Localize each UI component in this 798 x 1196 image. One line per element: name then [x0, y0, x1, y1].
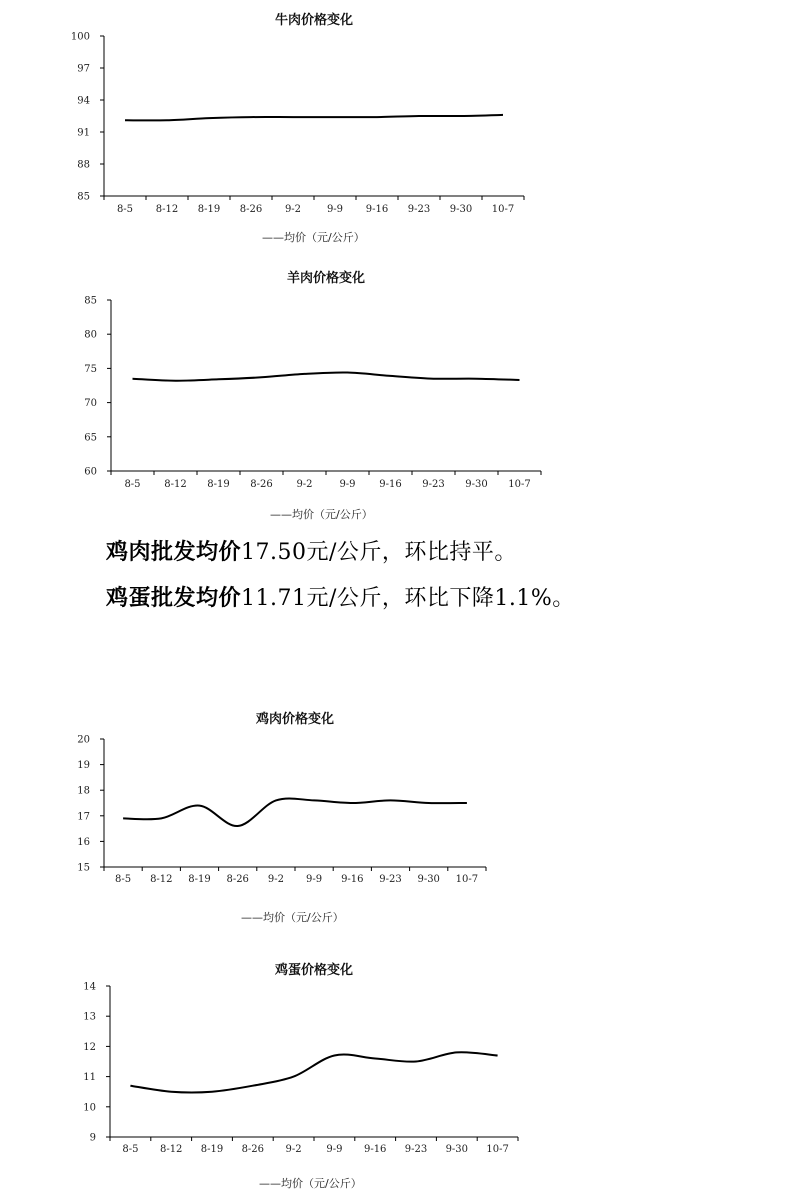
x-tick-label: 10-7 — [455, 874, 479, 885]
x-tick-label: 8-5 — [122, 1144, 139, 1155]
x-tick-label: 9-2 — [284, 204, 302, 215]
x-tick-label: 10-7 — [508, 479, 531, 490]
y-tick-label: 20 — [77, 734, 90, 746]
x-tick-label: 9-9 — [306, 874, 323, 885]
x-tick-label: 9-2 — [285, 1144, 302, 1155]
y-tick-label: 12 — [83, 1041, 96, 1053]
y-tick-label: 80 — [84, 329, 97, 341]
x-tick-label: 8-19 — [188, 874, 211, 885]
x-tick-label: 9-9 — [326, 204, 344, 215]
x-tick-label: 10-7 — [486, 1144, 509, 1155]
series-line — [133, 372, 520, 380]
series-line — [130, 1052, 497, 1092]
x-tick-label: 9-16 — [365, 204, 389, 215]
y-tick-label: 9 — [89, 1132, 96, 1144]
x-tick-label: 9-2 — [296, 479, 313, 490]
x-tick-label: 9-30 — [445, 1144, 469, 1155]
series-line — [125, 115, 503, 121]
y-tick-label: 94 — [77, 95, 90, 107]
y-tick-label: 16 — [77, 836, 90, 848]
x-tick-label: 8-26 — [241, 1144, 265, 1155]
chart-title: 鸡肉价格变化 — [255, 712, 335, 727]
mutton-price-chart — [0, 262, 560, 524]
x-tick-label: 8-5 — [116, 204, 134, 215]
chart-svg — [0, 262, 560, 524]
legend-label: ——均价（元/公斤） — [270, 508, 373, 521]
y-tick-label: 10 — [83, 1102, 96, 1114]
y-tick-label: 17 — [77, 811, 90, 823]
x-tick-label: 9-16 — [379, 479, 402, 490]
x-tick-label: 9-30 — [465, 479, 488, 490]
x-tick-label: 9-23 — [407, 204, 431, 215]
y-tick-label: 11 — [83, 1072, 96, 1084]
y-tick-label: 88 — [77, 159, 90, 171]
chart-title: 牛肉价格变化 — [274, 13, 354, 28]
egg-price-lead: 鸡蛋批发均价 — [106, 586, 242, 611]
chart-svg — [0, 950, 560, 1190]
x-tick-label: 9-30 — [417, 874, 440, 885]
x-tick-label: 9-23 — [422, 479, 445, 490]
x-tick-label: 8-12 — [164, 479, 187, 490]
y-tick-label: 65 — [84, 432, 97, 444]
legend-label: ——均价（元/公斤） — [241, 911, 344, 924]
x-tick-label: 8-26 — [239, 204, 263, 215]
y-tick-label: 97 — [77, 63, 90, 75]
x-tick-label: 8-19 — [197, 204, 221, 215]
chicken-price-chart — [0, 700, 560, 930]
y-tick-label: 18 — [77, 785, 90, 797]
x-tick-label: 8-26 — [250, 479, 273, 490]
y-tick-label: 70 — [84, 398, 97, 410]
series-line — [123, 798, 467, 826]
chicken-price-lead: 鸡肉批发均价 — [106, 540, 242, 565]
y-tick-label: 19 — [77, 760, 90, 772]
x-tick-label: 8-5 — [115, 874, 132, 885]
y-tick-label: 60 — [84, 466, 97, 478]
y-tick-label: 85 — [84, 295, 97, 307]
legend-label: ——均价（元/公斤） — [259, 1177, 362, 1190]
x-tick-label: 9-30 — [449, 204, 473, 215]
chart-title: 羊肉价格变化 — [286, 271, 366, 286]
x-tick-label: 9-16 — [363, 1144, 387, 1155]
egg-price-paragraph — [106, 584, 575, 614]
egg-price-chart — [0, 950, 560, 1190]
x-tick-label: 8-5 — [124, 479, 141, 490]
y-tick-label: 91 — [77, 127, 90, 139]
chart-svg — [0, 700, 560, 930]
y-tick-label: 75 — [84, 363, 97, 375]
x-tick-label: 8-12 — [155, 204, 179, 215]
x-tick-label: 9-23 — [404, 1144, 428, 1155]
x-tick-label: 9-2 — [267, 874, 284, 885]
x-tick-label: 9-9 — [339, 479, 356, 490]
x-tick-label: 9-9 — [326, 1144, 343, 1155]
y-tick-label: 13 — [83, 1011, 96, 1023]
x-tick-label: 8-12 — [159, 1144, 183, 1155]
y-tick-label: 14 — [83, 981, 96, 993]
x-tick-label: 8-19 — [200, 1144, 224, 1155]
y-tick-label: 100 — [70, 31, 90, 43]
chicken-price-text: 17.50元/公斤，环比持平。 — [241, 540, 517, 565]
egg-price-text: 11.71元/公斤，环比下降1.1%。 — [241, 586, 575, 611]
x-tick-label: 8-26 — [226, 874, 249, 885]
y-tick-label: 85 — [77, 191, 90, 203]
x-tick-label: 8-19 — [207, 479, 230, 490]
legend-label: ——均价（元/公斤） — [262, 231, 365, 244]
chart-svg — [0, 0, 560, 250]
y-tick-label: 15 — [77, 862, 90, 874]
x-tick-label: 9-23 — [379, 874, 402, 885]
x-tick-label: 8-12 — [150, 874, 173, 885]
chart-title: 鸡蛋价格变化 — [274, 963, 354, 978]
x-tick-label: 9-16 — [341, 874, 364, 885]
x-tick-label: 10-7 — [491, 204, 515, 215]
chicken-price-paragraph — [106, 538, 517, 568]
beef-price-chart — [0, 0, 560, 250]
